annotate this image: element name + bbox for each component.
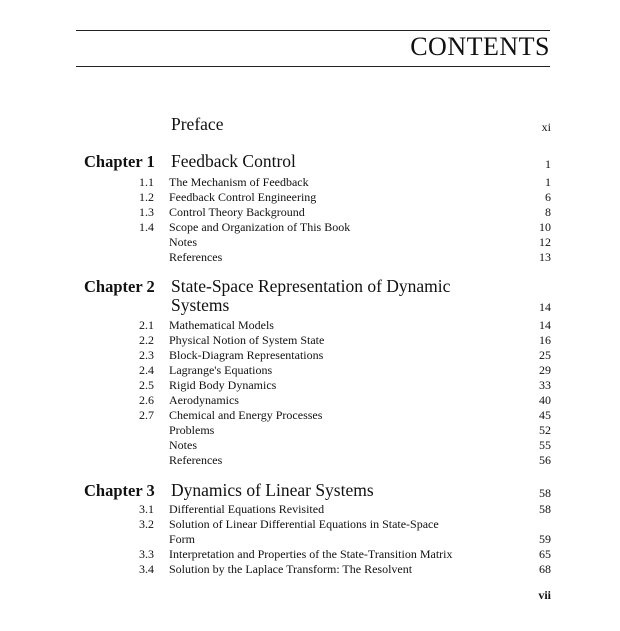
section-title: Mathematical Models xyxy=(169,318,274,332)
section-page: 14 xyxy=(539,318,551,332)
section-title: References xyxy=(169,453,223,467)
section-page: 33 xyxy=(539,378,551,392)
chapter-title: Feedback Control xyxy=(171,151,296,171)
folio-page-number: vii xyxy=(538,588,551,602)
section-number: 3.3 xyxy=(139,547,154,561)
section-number: 2.4 xyxy=(139,363,154,377)
section-page: 56 xyxy=(539,453,551,467)
preface-page: xi xyxy=(541,120,551,134)
section-page: 40 xyxy=(539,393,551,407)
section-title: References xyxy=(169,250,223,264)
section-number: 1.2 xyxy=(139,190,154,204)
section-page: 16 xyxy=(539,333,551,347)
section-number: 2.3 xyxy=(139,348,154,362)
section-title: Control Theory Background xyxy=(169,205,305,219)
section-title: The Mechanism of Feedback xyxy=(169,175,309,189)
section-title: Aerodynamics xyxy=(169,393,239,407)
section-page: 29 xyxy=(539,363,551,377)
section-number: 1.1 xyxy=(139,175,154,189)
section-title-continued: Form xyxy=(169,532,196,546)
section-page: 55 xyxy=(539,438,551,452)
section-title: Physical Notion of System State xyxy=(169,333,325,347)
section-number: 1.4 xyxy=(139,220,154,234)
section-title: Solution of Linear Differential Equations in State-Space xyxy=(169,517,439,531)
section-page: 65 xyxy=(539,547,551,561)
section-number: 2.7 xyxy=(139,408,154,422)
section-title: Block-Diagram Representations xyxy=(169,348,324,362)
section-page: 13 xyxy=(539,250,551,264)
section-title: Notes xyxy=(169,438,197,452)
section-title: Solution by the Laplace Transform: The Resolvent xyxy=(169,562,413,576)
bottom-rule xyxy=(76,66,550,67)
chapter-title-continued: Systems xyxy=(171,295,230,315)
chapter-title: State-Space Representation of Dynamic xyxy=(171,276,451,296)
section-page: 45 xyxy=(539,408,551,422)
section-number: 3.1 xyxy=(139,502,154,516)
section-page: 59 xyxy=(539,532,551,546)
chapter-page: 1 xyxy=(545,157,551,171)
chapter-page: 14 xyxy=(539,300,551,314)
section-number: 2.2 xyxy=(139,333,154,347)
section-page: 25 xyxy=(539,348,551,362)
chapter-label: Chapter 1 xyxy=(84,152,155,171)
section-title: Notes xyxy=(169,235,197,249)
section-page: 1 xyxy=(545,175,551,189)
section-number: 2.1 xyxy=(139,318,154,332)
page-title: CONTENTS xyxy=(410,32,550,61)
section-number: 1.3 xyxy=(139,205,154,219)
section-page: 10 xyxy=(539,220,551,234)
chapter-page: 58 xyxy=(539,486,551,500)
section-number: 3.2 xyxy=(139,517,154,531)
section-number: 3.4 xyxy=(139,562,154,576)
section-title: Lagrange's Equations xyxy=(169,363,273,377)
section-title: Problems xyxy=(169,423,215,437)
section-title: Rigid Body Dynamics xyxy=(169,378,277,392)
section-title: Feedback Control Engineering xyxy=(169,190,317,204)
section-page: 8 xyxy=(545,205,551,219)
section-page: 6 xyxy=(545,190,551,204)
section-number: 2.6 xyxy=(139,393,154,407)
chapter-label: Chapter 3 xyxy=(84,481,155,500)
section-number: 2.5 xyxy=(139,378,154,392)
section-page: 58 xyxy=(539,502,551,516)
section-page: 12 xyxy=(539,235,551,249)
preface-label: Preface xyxy=(171,114,224,134)
section-title: Scope and Organization of This Book xyxy=(169,220,351,234)
chapter-label: Chapter 2 xyxy=(84,277,155,296)
section-title: Interpretation and Properties of the State-Transition Matrix xyxy=(169,547,453,561)
section-page: 68 xyxy=(539,562,551,576)
section-title: Differential Equations Revisited xyxy=(169,502,325,516)
chapter-title: Dynamics of Linear Systems xyxy=(171,480,374,500)
section-page: 52 xyxy=(539,423,551,437)
section-title: Chemical and Energy Processes xyxy=(169,408,323,422)
